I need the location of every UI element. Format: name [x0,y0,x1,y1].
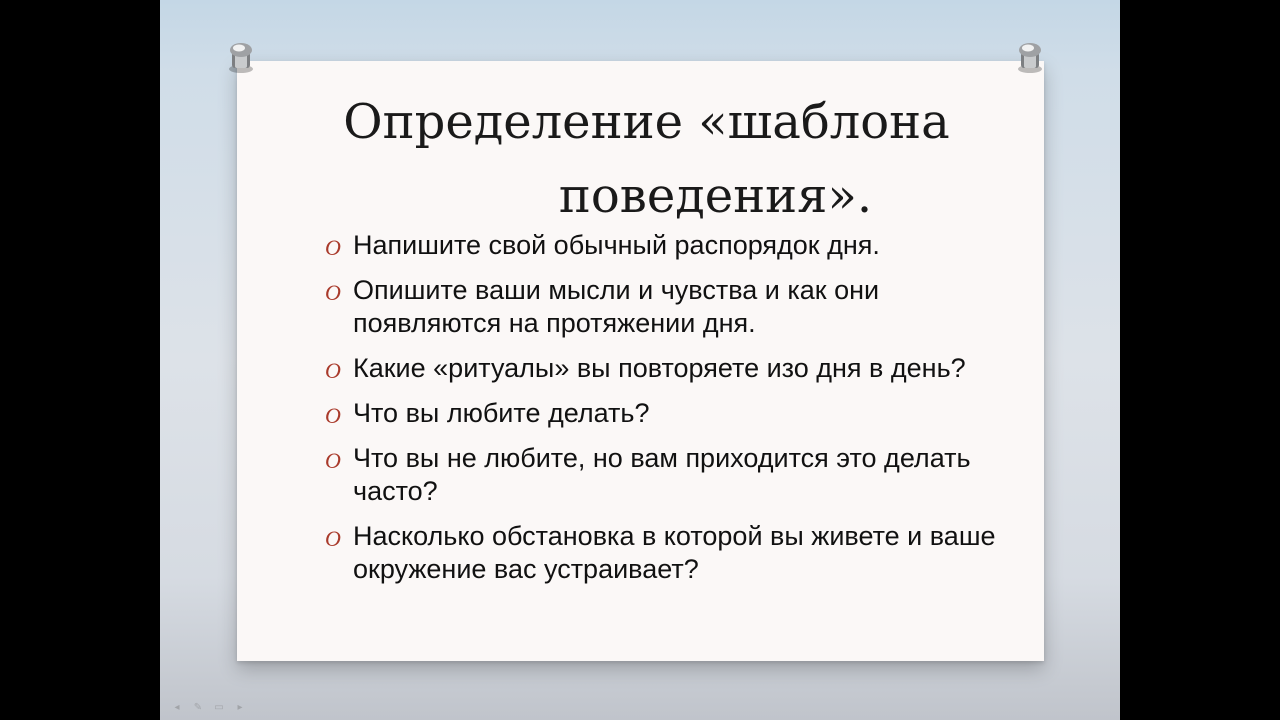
bullet-item [325,352,1015,385]
slide-title-line-1: Определение «шаблона [343,94,950,150]
slide-menu-icon[interactable]: ▭ [214,701,224,713]
bullet-item [325,229,1015,262]
slide-title [237,85,1044,233]
bullet-icon: O [325,235,341,260]
bullet-text: Опишите ваши мысли и чувства и как они появляются на протяжении дня. [353,275,880,338]
pen-icon[interactable]: ✎ [193,701,203,713]
bullet-item [325,520,1015,586]
bullet-text: Что вы не любите, но вам приходится это делать часто? [353,443,971,506]
next-slide-icon[interactable]: ▸ [237,701,243,713]
bullet-icon: O [325,403,341,428]
bullet-icon: O [325,526,341,551]
slide-viewport [160,0,1120,720]
bullet-item [325,442,1015,508]
bullet-icon: O [325,280,341,305]
bullet-icon: O [325,448,341,473]
pushpin-icon [1013,40,1047,74]
pushpin-icon [224,40,258,74]
bullet-text: Напишите свой обычный распорядок дня. [353,230,880,260]
previous-slide-icon[interactable]: ◂ [174,701,180,713]
bullet-icon: O [325,358,341,383]
slide-card [237,61,1044,661]
bullet-list [325,229,1015,598]
bullet-item [325,274,1015,340]
bullet-text: Что вы любите делать? [353,398,650,428]
slide-title-line-2: поведения». [558,168,873,224]
slideshow-toolbar [170,700,247,714]
bullet-item [325,397,1015,430]
bullet-text: Насколько обстановка в которой вы живете и ваше окружение вас устраивает? [353,521,996,584]
bullet-text: Какие «ритуалы» вы повторяете изо дня в день? [353,353,966,383]
